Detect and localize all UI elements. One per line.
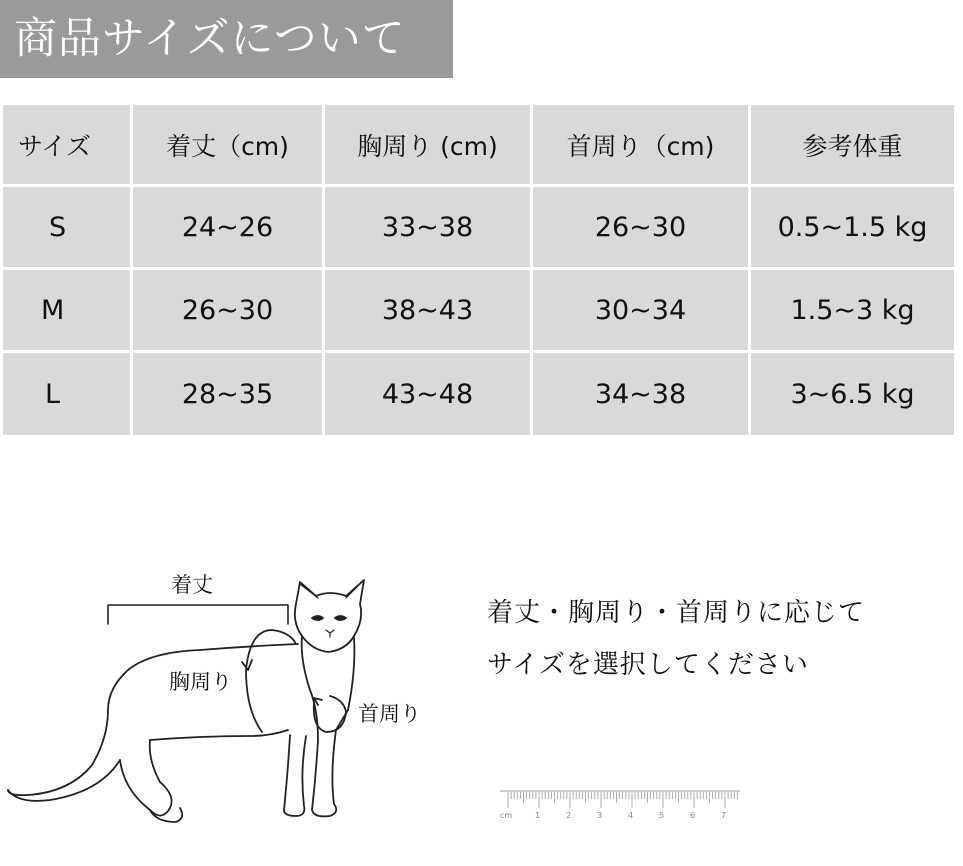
size-table — [3, 105, 954, 435]
size-label-s: S — [3, 187, 130, 267]
page-title: 商品サイズについて — [0, 0, 453, 78]
instruction-line-1: 着丈・胸周り・首周りに応じて — [487, 598, 866, 628]
chest-s: 33~38 — [325, 187, 530, 267]
ruler-number: 3 — [597, 811, 603, 820]
neck-m: 30~34 — [533, 270, 748, 350]
neck-label: 首周り — [358, 702, 421, 726]
header-length: 着丈（cm) — [133, 105, 322, 184]
length-m: 26~30 — [133, 270, 322, 350]
ruler-number: 6 — [690, 811, 696, 820]
ruler-number: 2 — [566, 811, 572, 820]
length-label: 着丈 — [171, 573, 213, 597]
weight-l: 3~6.5 kg — [751, 353, 954, 435]
size-label-l: L — [3, 353, 130, 435]
neck-s: 26~30 — [533, 187, 748, 267]
ruler — [500, 790, 740, 822]
chest-l: 43~48 — [325, 353, 530, 435]
weight-m: 1.5~3 kg — [751, 270, 954, 350]
chest-label: 胸周り — [169, 670, 232, 694]
ruler-number: 1 — [535, 811, 541, 820]
header-neck: 首周り（cm) — [533, 105, 748, 184]
neck-l: 34~38 — [533, 353, 748, 435]
cat-measurement-diagram — [0, 560, 480, 862]
instruction-line-2: サイズを選択してください — [487, 650, 809, 680]
length-s: 24~26 — [133, 187, 322, 267]
chest-m: 38~43 — [325, 270, 530, 350]
weight-s: 0.5~1.5 kg — [751, 187, 954, 267]
ruler-number: 7 — [721, 811, 727, 820]
ruler-number: 4 — [628, 811, 634, 820]
ruler-unit: cm — [500, 811, 513, 820]
length-l: 28~35 — [133, 353, 322, 435]
size-label-m: M — [3, 270, 130, 350]
ruler-number: 5 — [659, 811, 665, 820]
header-weight: 参考体重 — [751, 105, 954, 184]
header-chest: 胸周り (cm) — [325, 105, 530, 184]
header-size: サイズ — [3, 105, 130, 184]
